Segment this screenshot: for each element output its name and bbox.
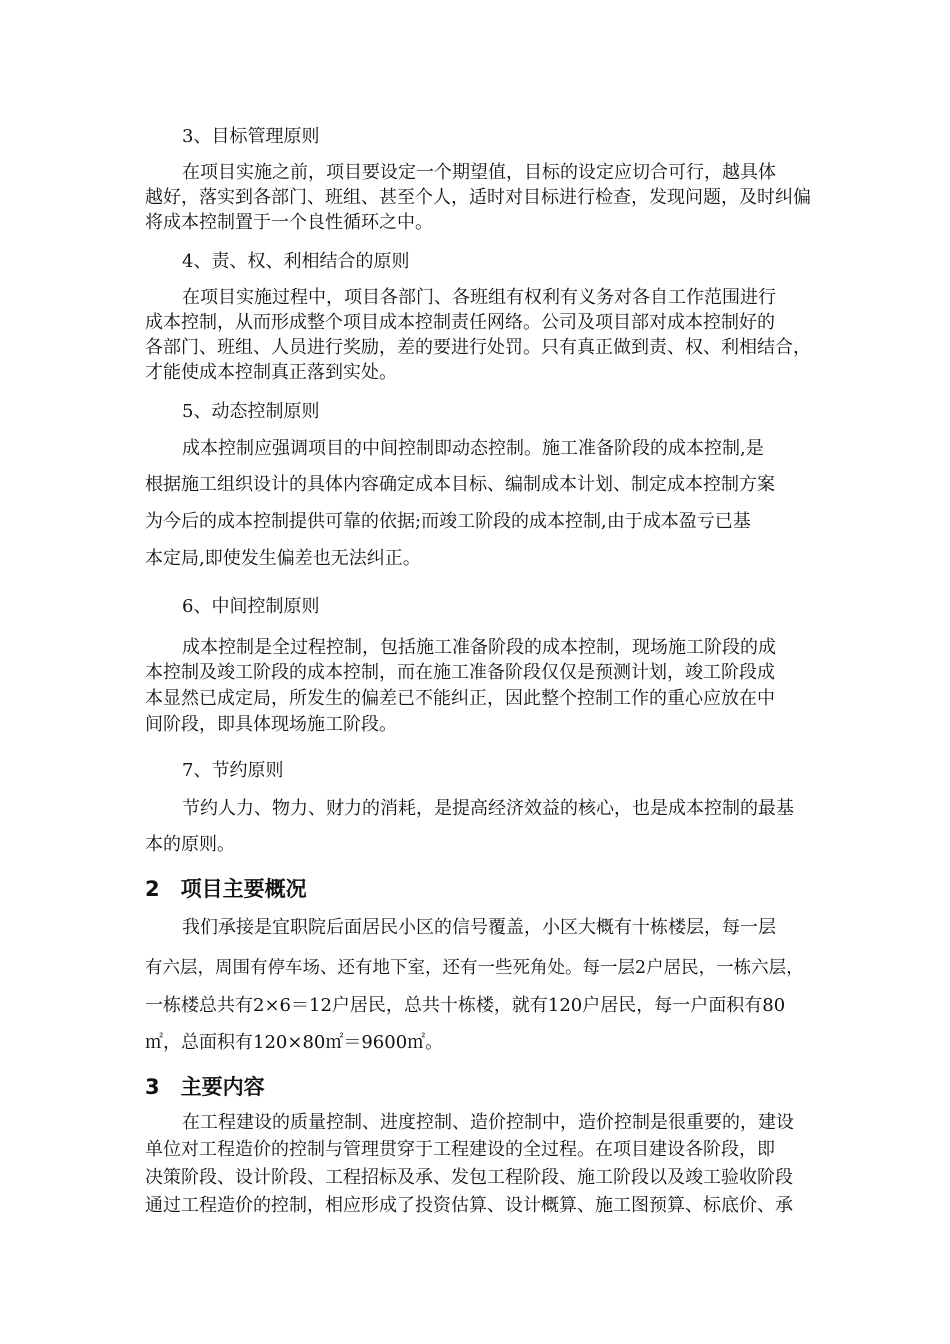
paragraph-line: 根据施工组织设计的具体内容确定成本目标、编制成本计划、制定成本控制方案 xyxy=(145,474,775,495)
paragraph-line: 有六层，周围有停车场、还有地下室，还有一些死角处。每一层2户居民，一栋六层， xyxy=(145,958,804,978)
section-heading-6: 6、中间控制原则 xyxy=(182,596,320,617)
paragraph-line: 各部门、班组、人员进行奖励，差的要进行处罚。只有真正做到责、权、利相结合， xyxy=(145,337,811,358)
paragraph-line: 本显然已成定局，所发生的偏差已不能纠正，因此整个控制工作的重心应放在中 xyxy=(145,688,775,709)
paragraph-line: 本控制及竣工阶段的成本控制，而在施工准备阶段仅仅是预测计划，竣工阶段成 xyxy=(145,662,775,683)
paragraph-line: 决策阶段、设计阶段、工程招标及承、发包工程阶段、施工阶段以及竣工验收阶段 xyxy=(145,1167,793,1188)
paragraph-line: 本定局,即使发生偏差也无法纠正。 xyxy=(145,548,421,569)
paragraph-line: 成本控制是全过程控制，包括施工准备阶段的成本控制，现场施工阶段的成 xyxy=(182,637,776,658)
paragraph-line: 成本控制，从而形成整个项目成本控制责任网络。公司及项目部对成本控制好的 xyxy=(145,312,775,333)
paragraph-line: 单位对工程造价的控制与管理贯穿于工程建设的全过程。在项目建设各阶段，即 xyxy=(145,1139,775,1160)
paragraph-line: 我们承接是宜职院后面居民小区的信号覆盖，小区大概有十栋楼层，每一层 xyxy=(182,917,776,938)
section-heading-4: 4、责、权、利相结合的原则 xyxy=(182,251,410,272)
paragraph-line: 通过工程造价的控制，相应形成了投资估算、设计概算、施工图预算、标底价、承 xyxy=(145,1195,793,1216)
section-heading-5: 5、动态控制原则 xyxy=(182,401,320,422)
paragraph-line: 成本控制应强调项目的中间控制即动态控制。施工准备阶段的成本控制,是 xyxy=(182,438,764,459)
paragraph-line: ㎡，总面积有120×80㎡＝9600㎡。 xyxy=(145,1032,444,1053)
paragraph-line: 在项目实施之前，项目要设定一个期望值，目标的设定应切合可行，越具体 xyxy=(182,162,776,183)
paragraph-line: 在项目实施过程中，项目各部门、各班组有权利有义务对各自工作范围进行 xyxy=(182,287,776,308)
paragraph-line: 越好，落实到各部门、班组、甚至个人，适时对目标进行检查，发现问题，及时纠偏 xyxy=(145,187,811,208)
chapter-heading-3: 3 主要内容 xyxy=(145,1075,265,1099)
paragraph-line: 节约人力、物力、财力的消耗，是提高经济效益的核心，也是成本控制的最基 xyxy=(182,798,794,819)
paragraph-line: 为今后的成本控制提供可靠的依据;而竣工阶段的成本控制,由于成本盈亏已基 xyxy=(145,511,751,532)
paragraph-line: 间阶段，即具体现场施工阶段。 xyxy=(145,714,397,735)
chapter-heading-2: 2 项目主要概况 xyxy=(145,877,307,901)
paragraph-line: 才能使成本控制真正落到实处。 xyxy=(145,362,397,383)
paragraph-line: 本的原则。 xyxy=(145,834,235,855)
section-heading-7: 7、节约原则 xyxy=(182,760,284,781)
paragraph-line: 将成本控制置于一个良性循环之中。 xyxy=(145,212,433,233)
paragraph-line: 一栋楼总共有2×6＝12户居民，总共十栋楼，就有120户居民，每一户面积有80 xyxy=(145,995,786,1016)
paragraph-line: 在工程建设的质量控制、进度控制、造价控制中，造价控制是很重要的，建设 xyxy=(182,1112,794,1133)
section-heading-3: 3、目标管理原则 xyxy=(182,126,320,147)
